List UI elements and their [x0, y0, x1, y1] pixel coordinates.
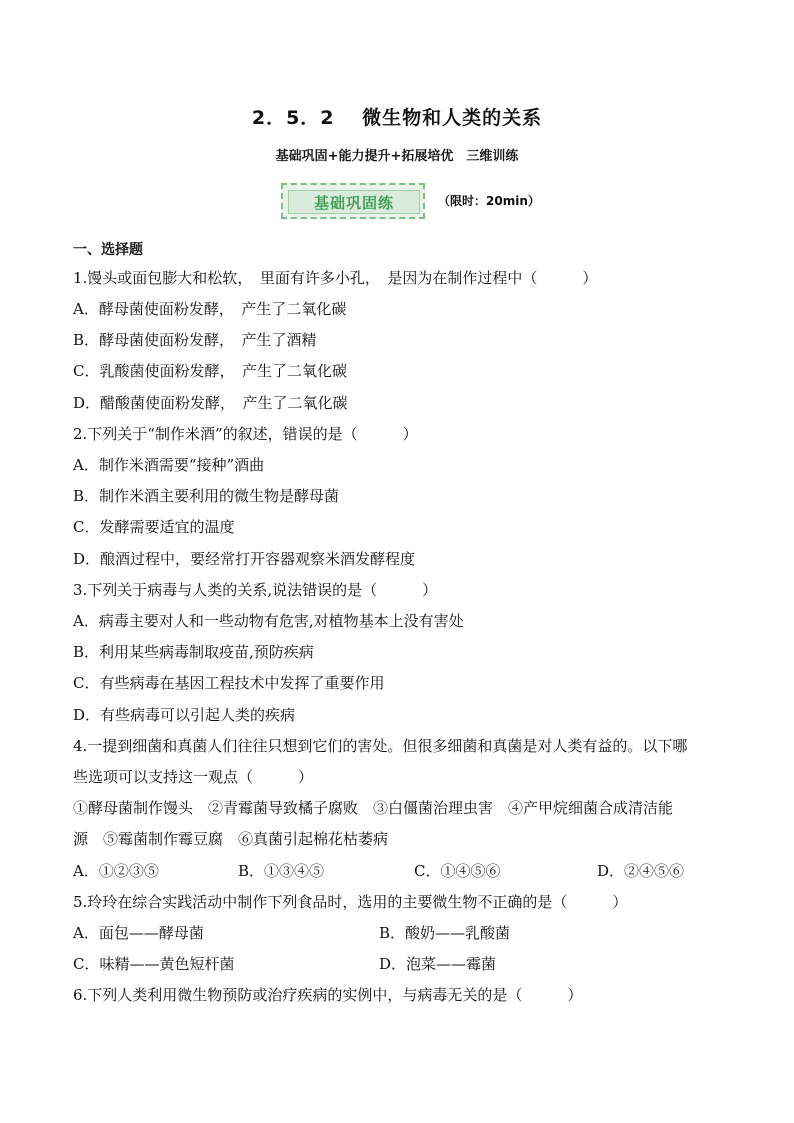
question-3-option-a: A．病毒主要对人和一些动物有危害,对植物基本上没有害处 [73, 612, 464, 630]
question-4-option-c: C．①④⑤⑥ [414, 862, 501, 880]
question-4-items-line-2: 源 ⑤霉菌制作霉豆腐 ⑥真菌引起棉花枯萎病 [73, 830, 389, 848]
question-5-option-c: C．味精——黄色短杆菌 [73, 955, 235, 973]
question-5-option-b: B．酸奶——乳酸菌 [379, 924, 511, 942]
question-1-stem: 1.馒头或面包膨大和松软， 里面有许多小孔， 是因为在制作过程中（ ） [73, 269, 598, 287]
question-4-stem-line-1: 4.一提到细菌和真菌人们往往只想到它们的害处。但很多细菌和真菌是对人类有益的。以下哪 [73, 737, 688, 755]
question-1-option-c: C．乳酸菌使面粉发酵， 产生了二氧化碳 [73, 362, 347, 380]
question-1-option-a: A．酵母菌使面粉发酵， 产生了二氧化碳 [73, 300, 347, 318]
question-4-option-b: B．①③④⑤ [238, 862, 325, 880]
page-subtitle: 基础巩固+能力提升+拓展培优 三维训练 [275, 149, 519, 164]
banner-frame [281, 183, 425, 219]
question-4-stem-line-2: 些选项可以支持这一观点（ ） [73, 768, 314, 786]
question-3-option-d: D．有些病毒可以引起人类的疾病 [73, 706, 296, 724]
question-4-option-a: A．①②③⑤ [73, 862, 159, 880]
question-2-option-c: C．发酵需要适宜的温度 [73, 518, 235, 536]
banner-label: 基础巩固练 [288, 190, 420, 214]
question-6-stem: 6.下列人类利用微生物预防或治疗疾病的实例中，与病毒无关的是（ ） [73, 986, 583, 1004]
question-3-stem: 3.下列关于病毒与人类的关系,说法错误的是（ ） [73, 581, 438, 599]
question-1-option-b: B．酵母菌使面粉发酵， 产生了酒精 [73, 331, 317, 349]
question-2-option-b: B．制作米酒主要利用的微生物是酵母菌 [73, 487, 340, 505]
question-1-option-d: D．醋酸菌使面粉发酵， 产生了二氧化碳 [73, 394, 348, 412]
time-limit: （限时：20min） [438, 194, 540, 208]
question-2-option-a: A．制作米酒需要“接种”酒曲 [73, 456, 265, 474]
question-2-stem: 2.下列关于“制作米酒”的叙述，错误的是（ ） [73, 425, 418, 443]
question-5-stem: 5.玲玲在综合实践活动中制作下列食品时，选用的主要微生物不正确的是（ ） [73, 893, 628, 911]
question-5-option-d: D．泡菜——霉菌 [379, 955, 497, 973]
question-3-option-b: B．利用某些病毒制取疫苗,预防疾病 [73, 643, 314, 661]
question-5-option-a: A．面包——酵母菌 [73, 924, 204, 942]
question-3-option-c: C．有些病毒在基因工程技术中发挥了重要作用 [73, 674, 385, 692]
section-title: 一、选择题 [73, 242, 143, 258]
question-4-items-line-1: ①酵母菌制作馒头 ②青霉菌导致橘子腐败 ③白僵菌治理虫害 ④产甲烷细菌合成清洁能 [73, 799, 674, 817]
question-4-option-d: D．②④⑤⑥ [597, 862, 685, 880]
question-2-option-d: D．酿酒过程中，要经常打开容器观察米酒发酵程度 [73, 550, 416, 568]
page-title: 2．5．2 微生物和人类的关系 [251, 107, 543, 129]
